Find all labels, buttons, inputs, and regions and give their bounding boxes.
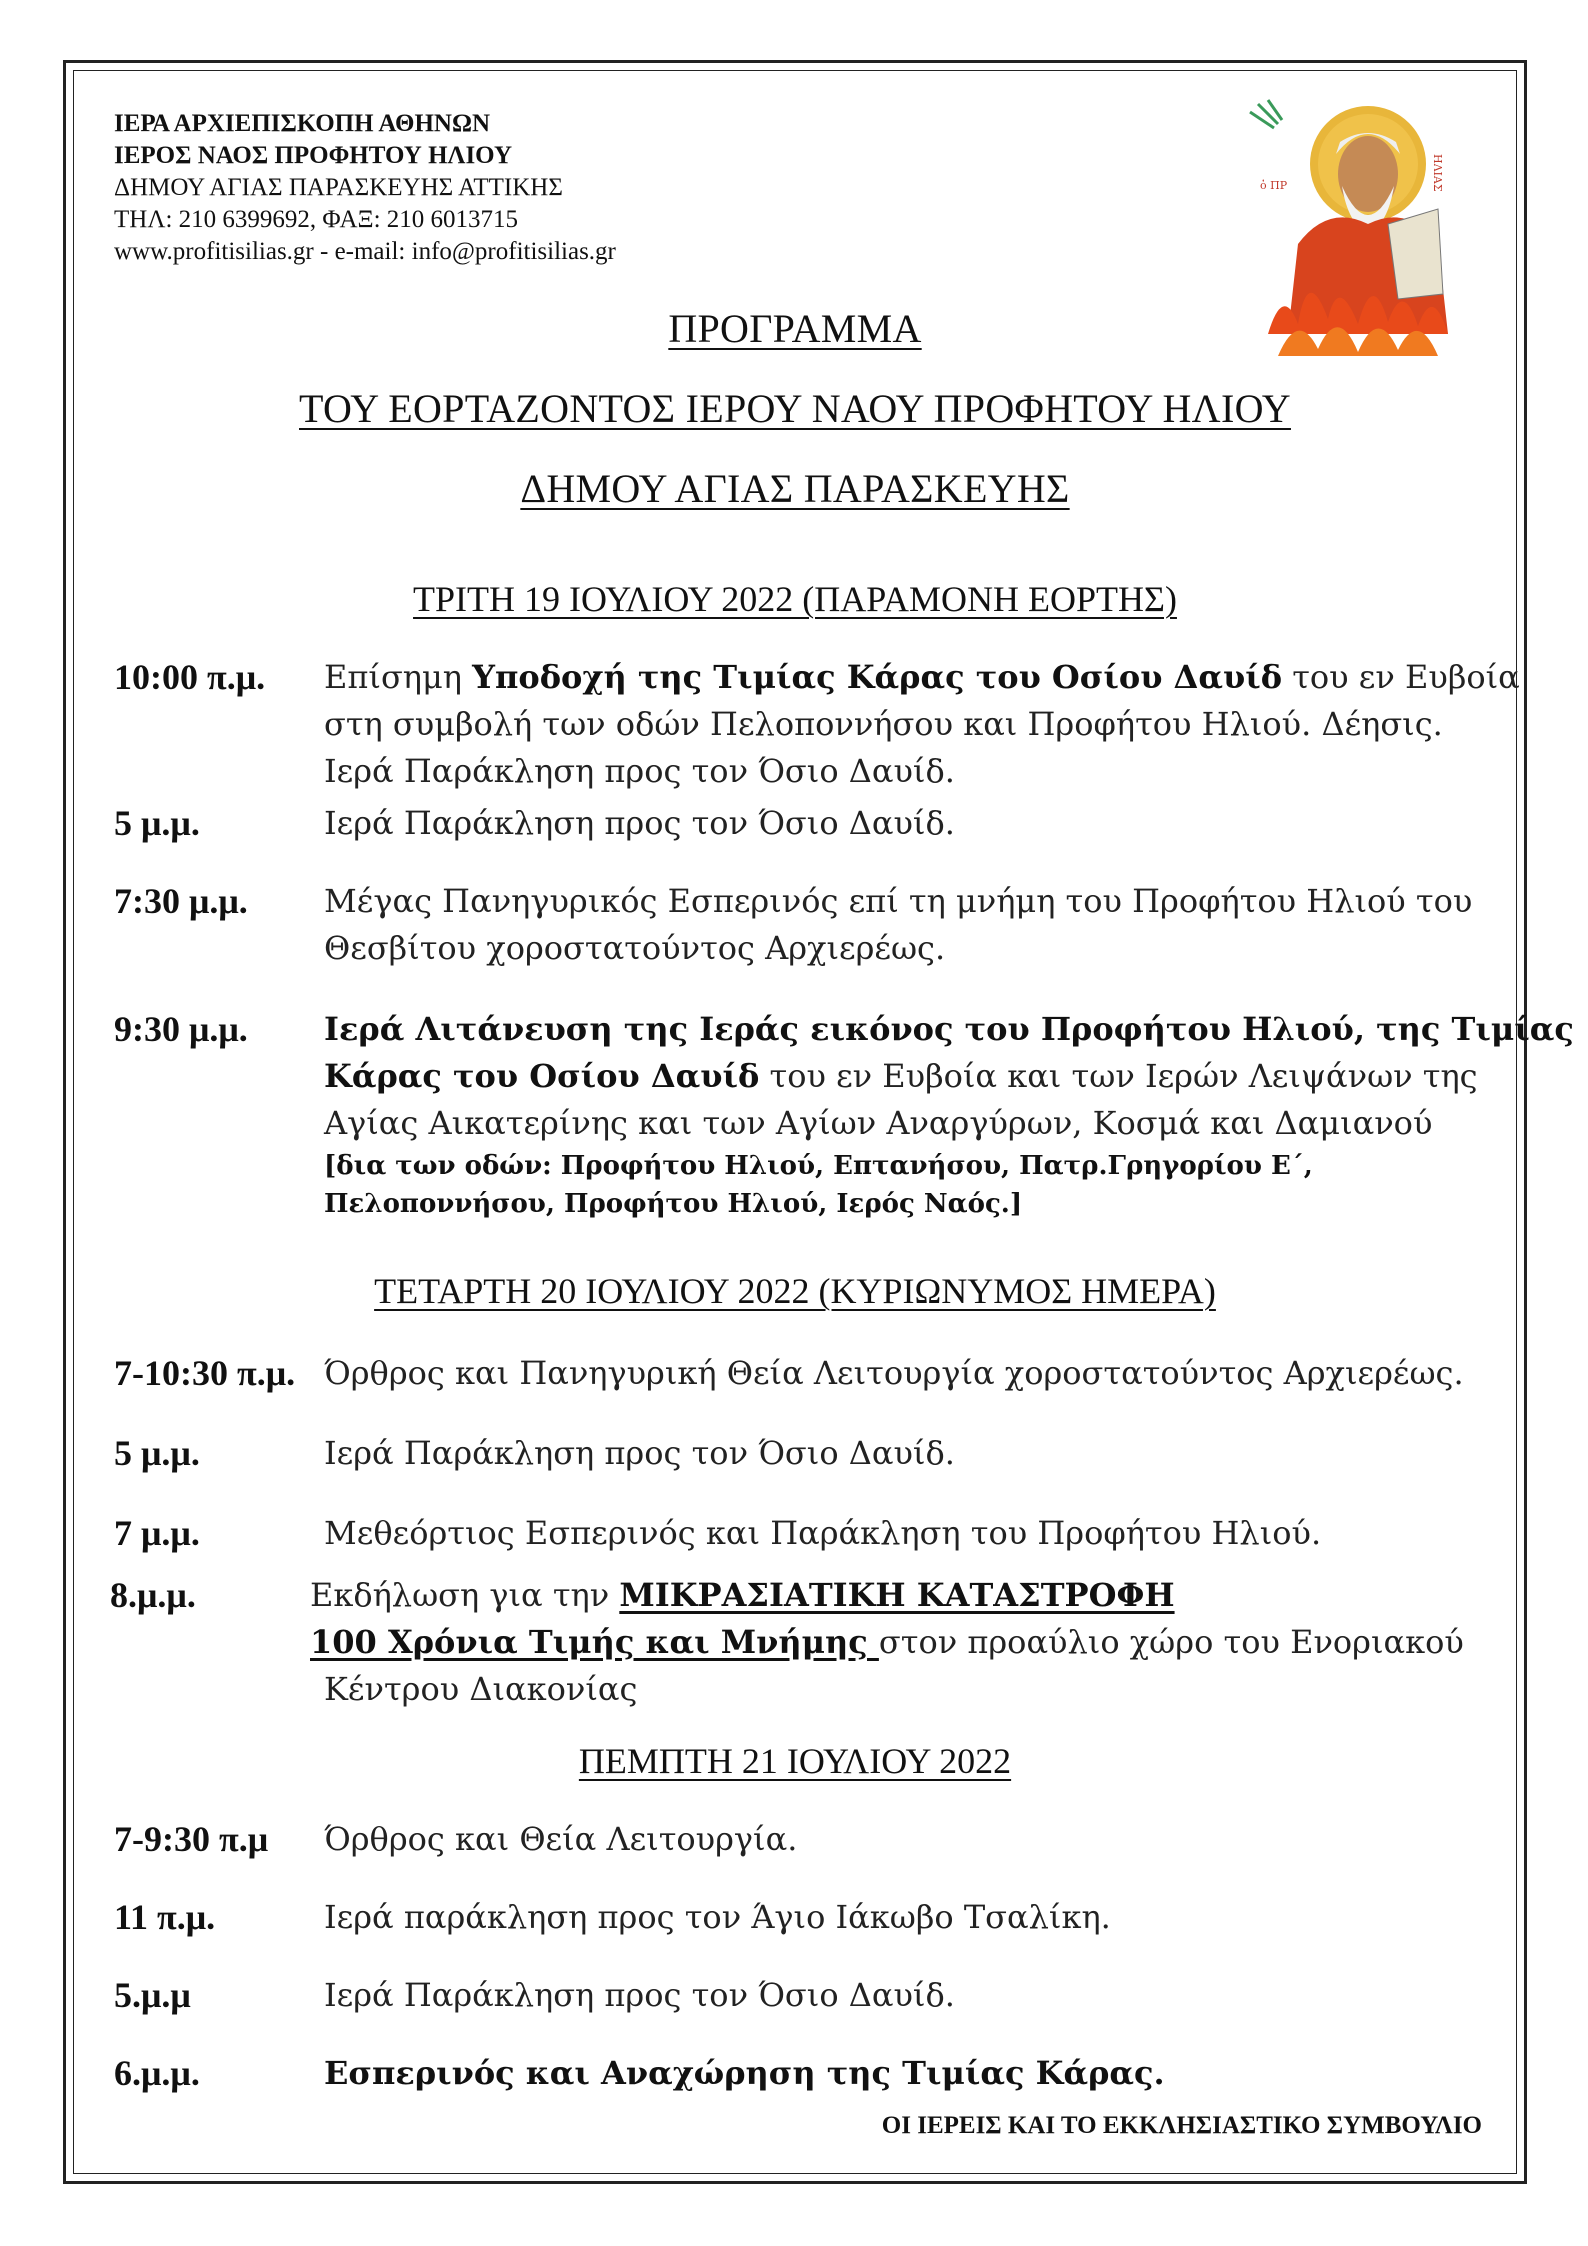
icon-label-right: ΗΛΙΑΣ [1431,154,1444,192]
event-time: 7:30 μ.μ. [114,881,248,921]
event-description: Ιερά Παράκληση προς τον Όσιο Δαυίδ. [324,804,955,842]
header-archdiocese: ΙΕΡΑ ΑΡΧΙΕΠΙΣΚΟΠΗ ΑΘΗΝΩΝ [114,110,491,137]
event-time: 7-9:30 π.μ [114,1819,269,1859]
event-time: 9:30 μ.μ. [114,1009,248,1049]
event-time: 8.μ.μ. [110,1575,196,1615]
event-description: Επίσημη Υποδοχή της Τιμίας Κάρας του Οσίου Δαυίδ του εν Ευβοία στη συμβολή των οδών Πελοποννήσου και Προφήτου Ηλιού. Δέησις. Ιερά Παράκληση προς τον Όσιο Δαυίδ. [324,658,1520,790]
event-time: 5 μ.μ. [114,1433,200,1473]
event-description: Μέγας Πανηγυρικός Εσπερινός επί τη μνήμη του Προφήτου Ηλιού του Θεσβίτου χοροστατούντος Αρχιερέως. [324,882,1473,967]
day1-heading: ΤΡΙΤΗ 19 ΙΟΥΛΙΟΥ 2022 (ΠΑΡΑΜΟΝΗ ΕΟΡΤΗΣ) [413,579,1177,619]
event-description: Ιερά Παράκληση προς τον Όσιο Δαυίδ. [324,1976,955,2014]
icon-label-left: ὁ ΠΡ [1260,179,1288,192]
event-description: Όρθρος και Πανηγυρική Θεία Λειτουργία χοροστατούντος Αρχιερέως. [324,1354,1464,1392]
event-time: 7-10:30 π.μ. [114,1353,296,1393]
header-church-name: ΙΕΡΟΣ ΝΑΟΣ ΠΡΟΦΗΤΟΥ ΗΛΙΟΥ [114,142,513,169]
church-header [114,108,616,268]
event-description: Ιερά παράκληση προς τον Άγιο Ιάκωβο Τσαλίκη. [324,1898,1111,1936]
program-municipality: ΔΗΜΟΥ ΑΓΙΑΣ ΠΑΡΑΣΚΕΥΗΣ [520,466,1070,511]
header-municipality: ΔΗΜΟΥ ΑΓΙΑΣ ΠΑΡΑΣΚΕΥΗΣ ΑΤΤΙΚΗΣ [114,174,563,201]
event-time: 6.μ.μ. [114,2053,200,2093]
header-web-email: www.profitisilias.gr - e-mail: info@profitisilias.gr [114,238,616,265]
event-description: Μεθεόρτιος Εσπερινός και Παράκληση του Προφήτου Ηλιού. [324,1514,1322,1552]
event-description: Εσπερινός και Αναχώρηση της Τιμίας Κάρας. [324,2054,1165,2092]
program-title: ΠΡΟΓΡΑΜΜΑ [668,306,922,351]
footer-signature: ΟΙ ΙΕΡΕΙΣ ΚΑΙ ΤΟ ΕΚΚΛΗΣΙΑΣΤΙΚΟ ΣΥΜΒΟΥΛΙΟ [881,2112,1482,2139]
event-time: 7 μ.μ. [114,1513,200,1553]
event-description: Ιερά Παράκληση προς τον Όσιο Δαυίδ. [324,1434,955,1472]
event-time: 10:00 π.μ. [114,657,266,697]
header-phone-fax: ΤΗΛ: 210 6399692, ΦΑΞ: 210 6013715 [114,206,519,233]
event-description: Ιερά Λιτάνευση της Ιεράς εικόνος του Προφήτου Ηλιού, της Τιμίας Κάρας του Οσίου Δαυίδ του εν Ευβοία και των Ιερών Λειψάνων της Αγίας Αικατερίνης και των Αγίων Αναργύρων, Κοσμά και Δαμιανού [δια των οδών: Προφήτου Ηλιού, Επτανήσου, Πατρ.Γρηγορίου Ε΄, Πελοποννήσου, Προφήτου Ηλιού, Ιερός Ναός.] [324,1010,1574,1219]
event-description: Όρθρος και Θεία Λειτουργία. [324,1820,798,1858]
event-time: 5 μ.μ. [114,803,200,843]
program-subtitle: ΤΟΥ ΕΟΡΤΑΖΟΝΤΟΣ ΙΕΡΟΥ ΝΑΟΥ ΠΡΟΦΗΤΟΥ ΗΛΙΟΥ [299,386,1291,431]
day2-heading: ΤΕΤΑΡΤΗ 20 ΙΟΥΛΙΟΥ 2022 (ΚΥΡΙΩΝΥΜΟΣ ΗΜΕΡΑ) [374,1271,1216,1311]
event-time: 11 π.μ. [114,1897,216,1937]
day3-heading: ΠΕΜΠΤΗ 21 ΙΟΥΛΙΟΥ 2022 [578,1741,1012,1781]
event-description: Εκδήλωση για την ΜΙΚΡΑΣΙΑΤΙΚΗ ΚΑΤΑΣΤΡΟΦΗ 100 Χρόνια Τιμής και Μνήμης στον προαύλιο χώρο του Ενοριακού Κέντρου Διακονίας [310,1576,1464,1708]
event-time: 5.μ.μ [114,1975,191,2015]
